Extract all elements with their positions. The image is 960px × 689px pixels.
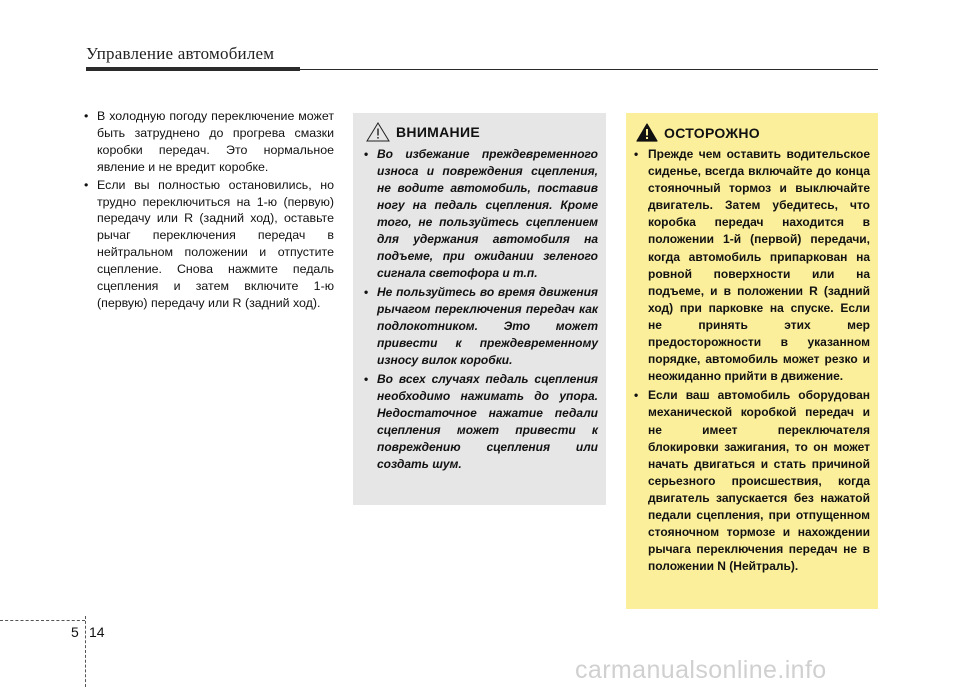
warning-header bbox=[632, 123, 870, 142]
list-item: • Прежде чем оставить водительское сиденье, всегда включайте до конца стояночный тормоз и выключайте двигатель. Затем убедитесь, что коробка передач находится в положении 1-й (первой) передачи, когда автомобиль припаркован на ровной поверхности или на подъеме, и в положении R (задний ход) при парковке на спуске. Если не принять этих мер предосторожности в указанном порядке, автомобиль может резко и неожиданно прийти в движение. bbox=[632, 146, 870, 385]
attention-triangle-icon bbox=[366, 122, 390, 142]
list-item: • Во всех случаях педаль сцепления необходимо нажимать до упора. Недостаточное нажатие педали сцепления может привести к повреждению сцепления или создать шум. bbox=[362, 371, 598, 473]
left-bullet-list bbox=[78, 108, 334, 312]
warning-triangle-icon bbox=[636, 123, 658, 142]
page-number: 14 bbox=[89, 624, 105, 640]
warning-title: ОСТОРОЖНО bbox=[664, 124, 760, 141]
list-item: • В холодную погоду переключение может быть затруднено до прогрева смазки коробки передач. Это нормальное явление и не вредит коробке. bbox=[78, 108, 334, 176]
attention-box bbox=[353, 113, 606, 505]
left-column bbox=[78, 108, 334, 313]
warning-box bbox=[626, 113, 878, 609]
footer-side-rule bbox=[85, 616, 86, 687]
header-rule-thin bbox=[300, 69, 878, 70]
attention-header bbox=[362, 122, 598, 142]
header-rule-thick bbox=[86, 67, 300, 71]
list-item: • Если вы полностью остановились, но трудно переключиться на 1-ю (первую) передачу или R (задний ход), оставьте рычаг переключения передач в нейтральном положении и отпустите сцепление. Снова нажмите педаль сцепления и затем включите 1-ю (первую) передачу или R (задний ход). bbox=[78, 177, 334, 312]
attention-title: ВНИМАНИЕ bbox=[396, 124, 480, 140]
list-item: • Во избежание преждевременного износа и повреждения сцепления, не водите автомобиль, поставив ногу на педаль сцепления. Кроме того, не пользуйтесь сцеплением для удержания автомобиля на подъеме, при ожидании зеленого сигнала светофора и т.п. bbox=[362, 146, 598, 282]
watermark: carmanualsonline.info bbox=[575, 656, 827, 684]
chapter-number: 5 bbox=[71, 624, 79, 640]
list-item: • Если ваш автомобиль оборудован механической коробкой передач и не имеет переключателя блокировки зажигания, то он может начать двигаться и стать причиной серьезного происшествия, когда двигатель запускается без нажатой педали сцепления, при отпущенном стояночном тормозе и нахождении рычага переключения передач не в положении N (Нейтраль). bbox=[632, 387, 870, 575]
page-title: Управление автомобилем bbox=[86, 44, 275, 63]
footer-rule bbox=[0, 620, 85, 621]
warning-list bbox=[632, 146, 870, 575]
list-item: • Не пользуйтесь во время движения рычагом переключения передач как подлокотником. Это может привести к преждевременному износу вилок коробки. bbox=[362, 284, 598, 369]
attention-list bbox=[362, 146, 598, 473]
